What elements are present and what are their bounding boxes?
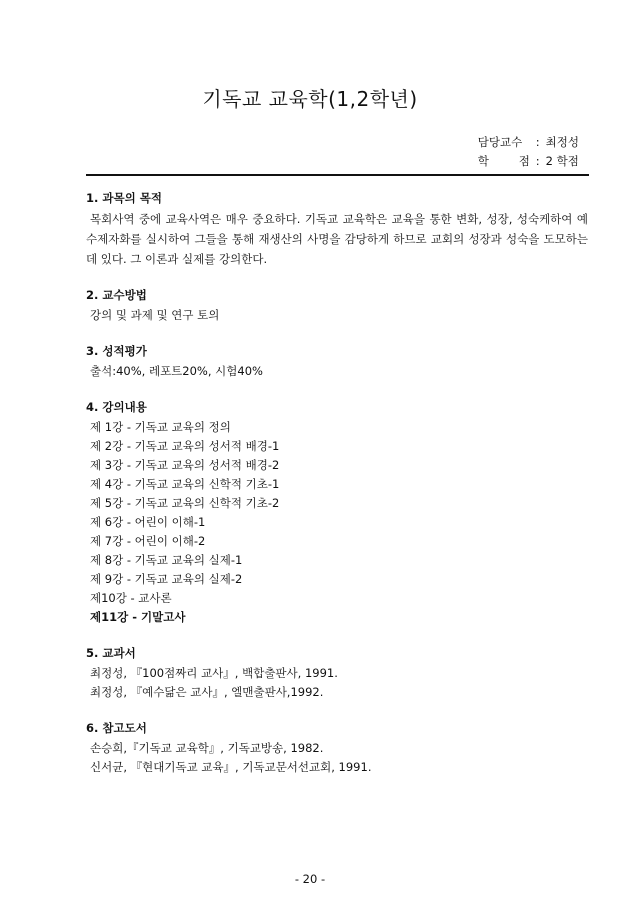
credit-row	[478, 152, 579, 171]
credit-label-part-1: 학	[477, 154, 489, 168]
method-text: 강의 및 과제 및 연구 토의	[90, 308, 220, 322]
lecture-item: 제 3강 - 기독교 교육의 성서적 배경-2	[90, 458, 280, 472]
purpose-text: 목회사역 중에 교육사역은 매우 중요하다. 기독교 교육학은 교육을 통한 변화, 성장, 성숙케하여 예수제자화를 실시하여 그들을 통해 재생산의 사명을 감당하게 하므로 교회의 성장과 성숙을 도모하는데 있다. 그 이론과 실제를 강의한다.	[86, 212, 588, 266]
grading-text: 출석:40%, 레포트20%, 시험40%	[90, 364, 263, 378]
page-number: - 20 -	[294, 872, 326, 886]
lecture-item: 제 9강 - 기독교 교육의 실제-2	[90, 572, 243, 586]
lecture-item: 제 2강 - 기독교 교육의 성서적 배경-1	[90, 439, 280, 453]
section-title: 4. 강의내용	[86, 400, 147, 414]
section-title: 3. 성적평가	[86, 344, 147, 358]
lecture-item-final-exam: 제11강 - 기말고사	[90, 610, 186, 624]
section-title: 1. 과목의 목적	[86, 191, 162, 205]
section-purpose	[86, 189, 588, 269]
lecture-item: 제 6강 - 어린이 이해-1	[90, 515, 206, 529]
textbook-item: 최정성, 『100점짜리 교사』, 백합출판사, 1991.	[90, 666, 338, 680]
section-references	[86, 719, 588, 777]
lecture-item: 제 1강 - 기독교 교육의 정의	[90, 420, 231, 434]
reference-item: 신서균, 『현대기독교 교육』, 기독교문서선교회, 1991.	[90, 760, 372, 774]
credit-label-part-2: 점	[518, 154, 530, 168]
professor-label: 담당교수	[477, 135, 523, 149]
lecture-item: 제10강 - 교사론	[90, 591, 172, 605]
section-title: 6. 참고도서	[86, 721, 147, 735]
lecture-item: 제 4강 - 기독교 교육의 신학적 기초-1	[90, 477, 280, 491]
credit-label	[478, 152, 530, 171]
meta-separator: :	[535, 154, 540, 168]
credit-value: 2 학점	[545, 154, 579, 168]
section-title: 5. 교과서	[86, 646, 136, 660]
professor-row	[478, 133, 579, 152]
professor-value: 최정성	[545, 135, 579, 149]
syllabus-content	[86, 189, 588, 794]
page-title: 기독교 교육학(1,2학년)	[202, 87, 418, 111]
section-lectures	[86, 398, 588, 627]
header-divider	[86, 174, 589, 176]
lecture-item: 제 8강 - 기독교 교육의 실제-1	[90, 553, 243, 567]
textbook-item: 최정성, 『예수닮은 교사』, 엘맨출판사,1992.	[90, 685, 324, 699]
meta-separator: :	[535, 135, 540, 149]
lecture-item: 제 7강 - 어린이 이해-2	[90, 534, 206, 548]
section-grading	[86, 342, 588, 381]
section-textbooks	[86, 644, 588, 702]
section-method	[86, 286, 588, 325]
lecture-item: 제 5강 - 기독교 교육의 신학적 기초-2	[90, 496, 280, 510]
section-title: 2. 교수방법	[86, 288, 147, 302]
reference-item: 손승희,『기독교 교육학』, 기독교방송, 1982.	[90, 741, 324, 755]
course-meta	[478, 133, 579, 171]
